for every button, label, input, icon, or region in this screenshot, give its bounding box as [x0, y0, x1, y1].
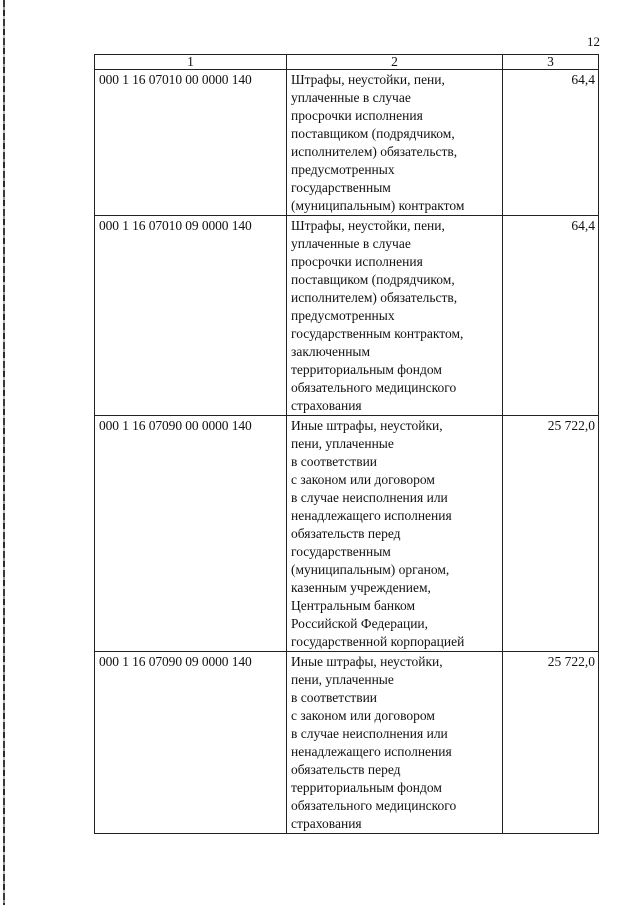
table-row	[95, 416, 599, 652]
description-line: с законом или договором	[291, 472, 435, 487]
scan-edge-artifact	[3, 0, 5, 905]
description-line: пени, уплаченные	[291, 436, 394, 451]
description-line: с законом или договором	[291, 708, 435, 723]
description-line: просрочки исполнения	[291, 108, 423, 123]
description-line: уплаченные в случае	[291, 236, 411, 251]
description-line: Центральным банком	[291, 598, 415, 613]
header-col-1: 1	[95, 55, 287, 70]
description-line: территориальным фондом	[291, 362, 442, 377]
description-line: государственным	[291, 544, 391, 559]
header-row	[95, 55, 599, 70]
description-line: просрочки исполнения	[291, 254, 423, 269]
description-line: казенным учреждением,	[291, 580, 431, 595]
description-line: страхования	[291, 816, 362, 831]
description-line: государственным контрактом,	[291, 326, 464, 341]
revenue-description	[287, 652, 503, 834]
description-line: обязательного медицинского	[291, 380, 457, 395]
description-line: ненадлежащего исполнения	[291, 744, 452, 759]
description-line: Российской Федерации,	[291, 616, 429, 631]
description-line: Штрафы, неустойки, пени,	[291, 72, 445, 87]
revenue-description	[287, 70, 503, 216]
description-line: поставщиком (подрядчиком,	[291, 126, 455, 141]
amount: 64,4	[503, 70, 599, 216]
description-line: государственной корпорацией	[291, 634, 465, 649]
budget-code: 000 1 16 07090 09 0000 140	[95, 652, 287, 834]
description-line: Штрафы, неустойки, пени,	[291, 218, 445, 233]
description-line: в соответствии	[291, 690, 378, 705]
description-line: страхования	[291, 398, 362, 413]
description-line: исполнителем) обязательств,	[291, 144, 458, 159]
revenue-description	[287, 416, 503, 652]
description-line: обязательного медицинского	[291, 798, 457, 813]
description-line: в соответствии	[291, 454, 378, 469]
description-line: предусмотренных	[291, 162, 395, 177]
description-line: государственным	[291, 180, 391, 195]
table-row	[95, 70, 599, 216]
table-row	[95, 216, 599, 416]
table-row	[95, 652, 599, 834]
page-number: 12	[587, 34, 600, 49]
revenue-table	[94, 54, 599, 834]
description-line: поставщиком (подрядчиком,	[291, 272, 455, 287]
description-line: обязательств перед	[291, 762, 401, 777]
description-line: в случае неисполнения или	[291, 726, 448, 741]
description-line: заключенным	[291, 344, 371, 359]
revenue-description	[287, 216, 503, 416]
amount: 25 722,0	[503, 416, 599, 652]
description-line: в случае неисполнения или	[291, 490, 448, 505]
budget-code: 000 1 16 07010 09 0000 140	[95, 216, 287, 416]
description-line: Иные штрафы, неустойки,	[291, 418, 443, 433]
description-line: исполнителем) обязательств,	[291, 290, 458, 305]
description-line: уплаченные в случае	[291, 90, 411, 105]
amount: 25 722,0	[503, 652, 599, 834]
budget-code: 000 1 16 07090 00 0000 140	[95, 416, 287, 652]
description-line: предусмотренных	[291, 308, 395, 323]
amount: 64,4	[503, 216, 599, 416]
header-col-2: 2	[287, 55, 503, 70]
description-line: обязательств перед	[291, 526, 401, 541]
description-line: (муниципальным) контрактом	[291, 198, 465, 213]
description-line: пени, уплаченные	[291, 672, 394, 687]
budget-code: 000 1 16 07010 00 0000 140	[95, 70, 287, 216]
description-line: территориальным фондом	[291, 780, 442, 795]
header-col-3: 3	[503, 55, 599, 70]
description-line: (муниципальным) органом,	[291, 562, 450, 577]
description-line: ненадлежащего исполнения	[291, 508, 452, 523]
description-line: Иные штрафы, неустойки,	[291, 654, 443, 669]
